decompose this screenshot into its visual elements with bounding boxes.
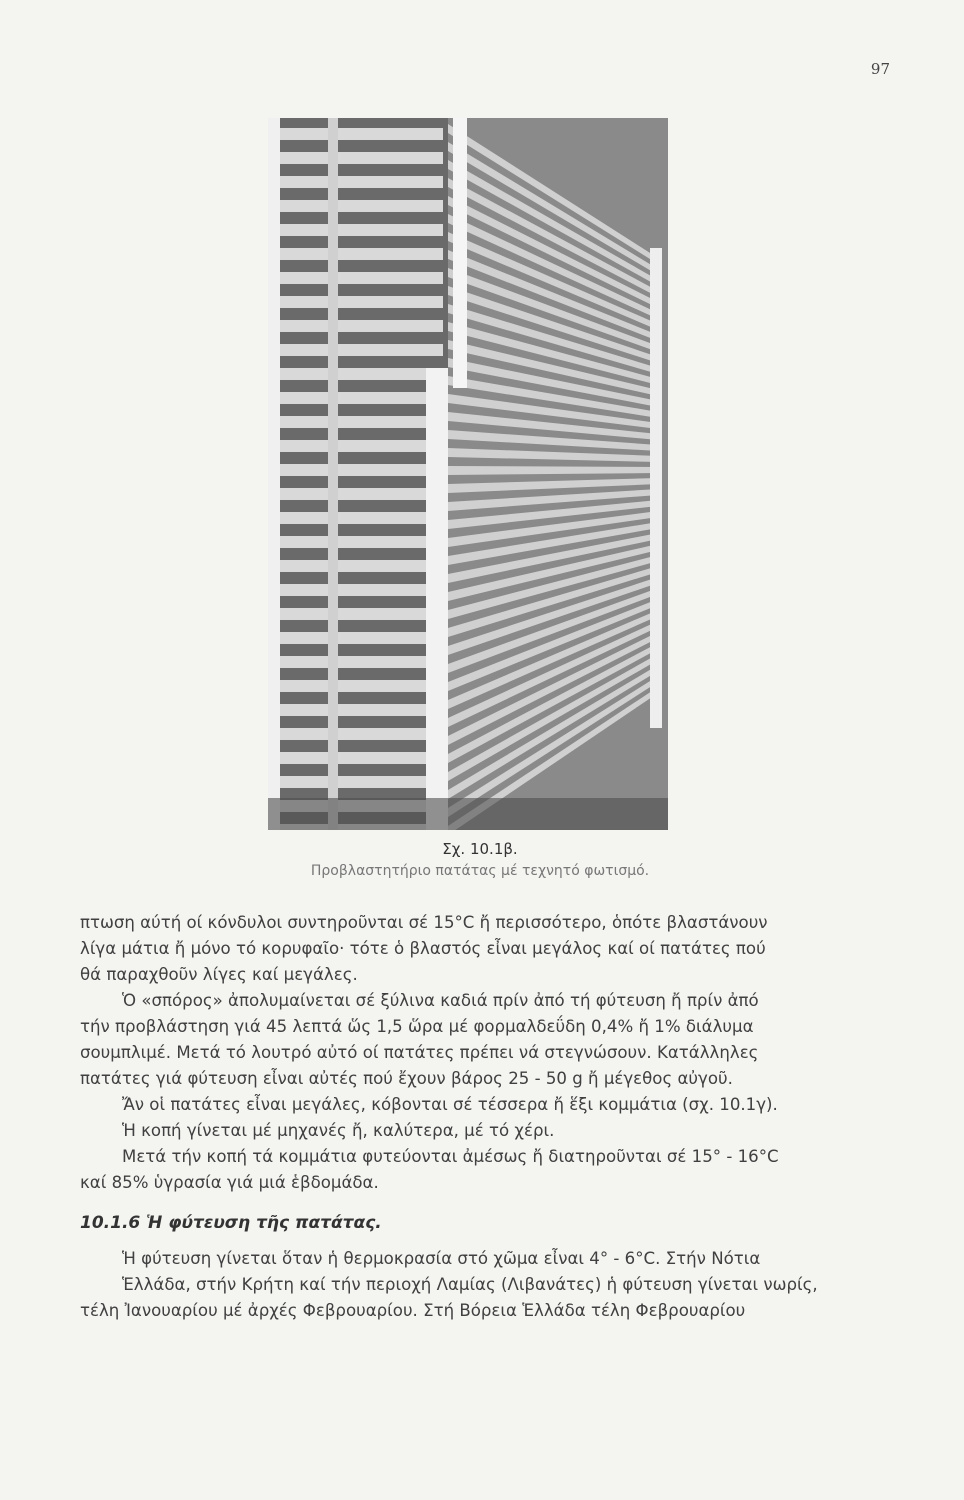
- figure-number: Σχ. 10.1β.: [442, 840, 518, 858]
- figure-caption: Προβλαστητήριο πατάτας μέ τεχνητό φωτισμό.: [310, 863, 650, 879]
- text-line: τέλη Ἰανουαρίου μέ ἀρχές Φεβρουαρίου. Στή Βόρεια Ἑλλάδα τέλη Φεβρουαρίου: [80, 1301, 746, 1320]
- body-text: [80, 910, 910, 1324]
- text-line: πτωση αύτή οί κόνδυλοι συντηροῦνται σέ 15°C ἤ περισσότερο, ὁπότε βλαστάνουν: [80, 913, 768, 932]
- text-line: Μετά τήν κοπή τά κομμάτια φυτεύονται ἀμέσως ἤ διατηροῦνται σέ 15° - 16°C: [122, 1147, 779, 1166]
- text-line: σουμπλιμέ. Μετά τό λουτρό αὐτό οί πατάτες πρέπει νά στεγνώσουν. Κατάλληλες: [80, 1043, 759, 1062]
- text-line: Ἡ φύτευση γίνεται ὅταν ἡ θερμοκρασία στό χῶμα εἶναι 4° - 6°C. Στήν Νότια: [122, 1249, 761, 1268]
- figure-photo-sprouting-racks: [268, 118, 668, 830]
- section-heading: 10.1.6 Ἡ φύτευση τῆς πατάτας.: [80, 1213, 382, 1233]
- text-line: Ὁ «σπόρος» ἀπολυμαίνεται σέ ξύλινα καδιά πρίν ἀπό τή φύτευση ἤ πρίν ἀπό: [122, 991, 759, 1010]
- text-line: καί 85% ὑγρασία γιά μιά ἑβδομάδα.: [80, 1173, 379, 1192]
- text-line: πατάτες γιά φύτευση εἶναι αὐτές πού ἔχουν βάρος 25 - 50 g ἤ μέγεθος αὐγοῦ.: [80, 1069, 733, 1088]
- text-line: θά παραχθοῦν λίγες καί μεγάλες.: [80, 965, 358, 984]
- page-number: 97: [870, 60, 890, 78]
- text-line: Ἡ κοπή γίνεται μέ μηχανές ἤ, καλύτερα, μέ τό χέρι.: [122, 1121, 555, 1140]
- text-line: Ἄν οἱ πατάτες εἶναι μεγάλες, κόβονται σέ τέσσερα ἤ ἕξι κομμάτια (σχ. 10.1γ).: [122, 1095, 778, 1114]
- text-line: λίγα μάτια ἤ μόνο τό κορυφαῖο· τότε ὁ βλαστός εἶναι μεγάλος καί οί πατάτες πού: [80, 939, 766, 958]
- text-line: τήν προβλάστηση γιά 45 λεπτά ὥς 1,5 ὥρα μέ φορμαλδεΰδη 0,4% ἤ 1% διάλυμα: [80, 1017, 754, 1036]
- text-line: Ἑλλάδα, στήν Κρήτη καί τήν περιοχή Λαμίας (Λιβανάτες) ἡ φύτευση γίνεται νωρίς,: [122, 1275, 818, 1294]
